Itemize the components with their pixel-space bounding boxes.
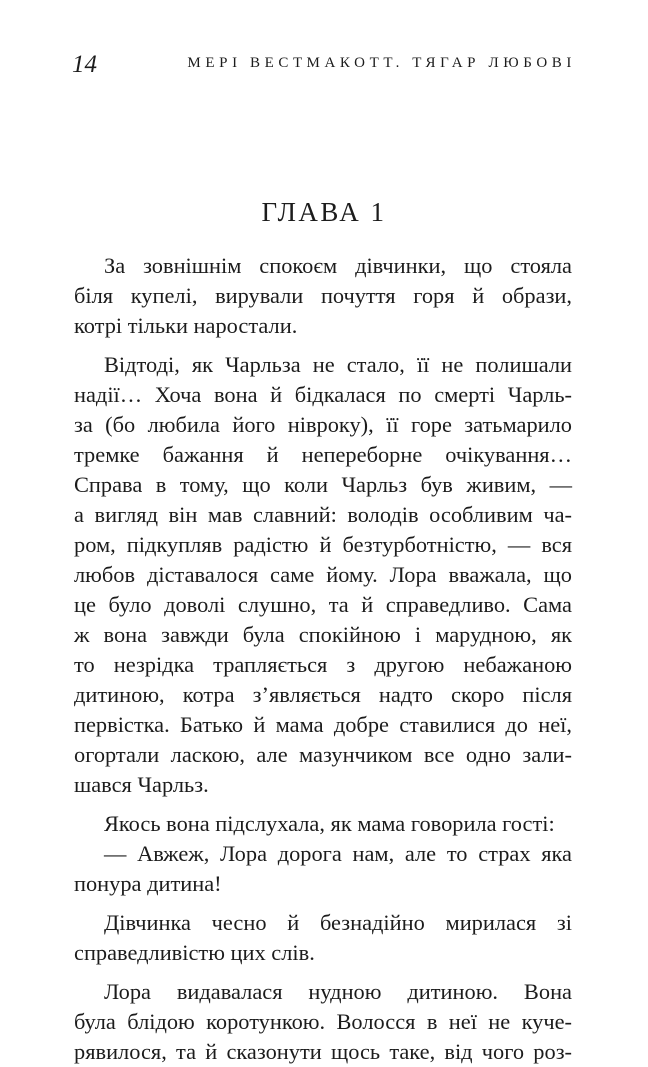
paragraph <box>74 908 572 968</box>
paragraph <box>74 977 572 1067</box>
text-line: це було доволі слушно, та й справедливо. Сама <box>74 592 572 617</box>
running-title: МЕРІ ВЕСТМАКОТТ. ТЯГАР ЛЮБОВІ <box>187 55 576 71</box>
text-line: первістка. Батько й мама добре ставилися до неї, <box>74 712 572 737</box>
text-line: а вигляд він мав славний: володів особливим ча- <box>74 502 572 527</box>
paragraph <box>74 251 572 341</box>
page-number: 14 <box>72 51 97 78</box>
text-line: ром, підкупляв радістю й безтурботністю, — вся <box>74 532 572 557</box>
text-line: — Авжеж, Лора дорога нам, але то страх яка <box>104 841 572 866</box>
text-line: понура дитина! <box>74 871 222 896</box>
text-line: то незрідка трапляється з другою небажаною <box>74 652 572 677</box>
text-line: любов діставалося саме йому. Лора вважала, що <box>74 562 572 587</box>
text-line: шався Чарльз. <box>74 772 209 797</box>
paragraph <box>74 350 572 800</box>
text-line: справедливістю цих слів. <box>74 940 315 965</box>
chapter-heading: ГЛАВА 1 <box>261 197 387 227</box>
text-line: рявилося, та й сказонути щось таке, від чого роз- <box>74 1039 572 1064</box>
text-line: Якось вона підслухала, як мама говорила гості: <box>104 811 555 836</box>
text-line: Справа в тому, що коли Чарльз був живим, — <box>74 472 572 497</box>
text-line: біля купелі, вирували почуття горя й образи, <box>74 283 572 308</box>
paragraph <box>74 839 572 899</box>
body-text <box>74 251 572 1067</box>
text-line: за (бо любила його нівроку), її горе затьмарило <box>74 412 572 437</box>
text-line: За зовнішнім спокоєм дівчинки, що стояла <box>104 253 572 278</box>
text-line: була блідою коротункою. Волосся в неї не куче- <box>74 1009 572 1034</box>
text-line: Дівчинка чесно й безнадійно мирилася зі <box>104 910 572 935</box>
text-line: дитиною, котра з’являється надто скоро після <box>74 682 572 707</box>
text-line: котрі тільки наростали. <box>74 313 298 338</box>
paragraph <box>74 809 572 839</box>
text-line: надії… Хоча вона й бідкалася по смерті Чарль- <box>74 382 572 407</box>
text-line: ж вона завжди була спокійною і марудною, як <box>74 622 572 647</box>
text-line: огортали ласкою, але мазунчиком все одно зали- <box>74 742 572 767</box>
running-header <box>72 50 576 80</box>
text-line: Відтоді, як Чарльза не стало, її не полишали <box>104 352 572 377</box>
text-line: тремке бажання й непереборне очікування… <box>74 442 572 467</box>
text-line: Лора видавалася нудною дитиною. Вона <box>104 979 572 1004</box>
